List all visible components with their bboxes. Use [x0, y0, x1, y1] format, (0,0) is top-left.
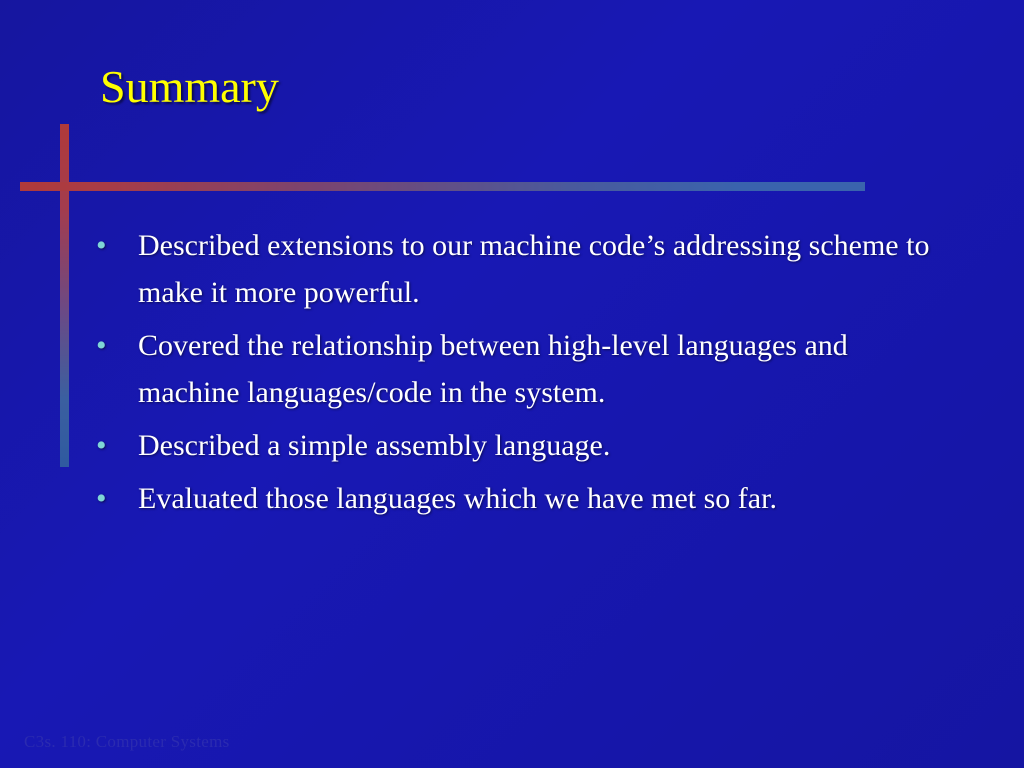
bullet-icon: •	[96, 482, 107, 515]
bullet-icon: •	[96, 329, 107, 362]
list-item	[96, 322, 956, 416]
bullet-icon: •	[96, 229, 107, 262]
list-item	[96, 422, 956, 469]
list-item	[96, 222, 956, 316]
list-item-text: Described a simple assembly language.	[138, 429, 611, 462]
list-item	[96, 475, 956, 522]
decorative-horizontal-rule	[20, 182, 865, 191]
list-item-text: Evaluated those languages which we have met so far.	[138, 482, 777, 515]
decorative-vertical-rule	[60, 124, 69, 467]
list-item-text: Described extensions to our machine code’s addressing scheme to make it more powerful.	[138, 229, 930, 309]
slide-footer: C3s. 110: Computer Systems	[24, 732, 230, 751]
bullet-list	[96, 222, 956, 528]
page-title: Summary	[100, 61, 279, 112]
bullet-icon: •	[96, 429, 107, 462]
list-item-text: Covered the relationship between high-level languages and machine languages/code in the system.	[138, 329, 848, 409]
